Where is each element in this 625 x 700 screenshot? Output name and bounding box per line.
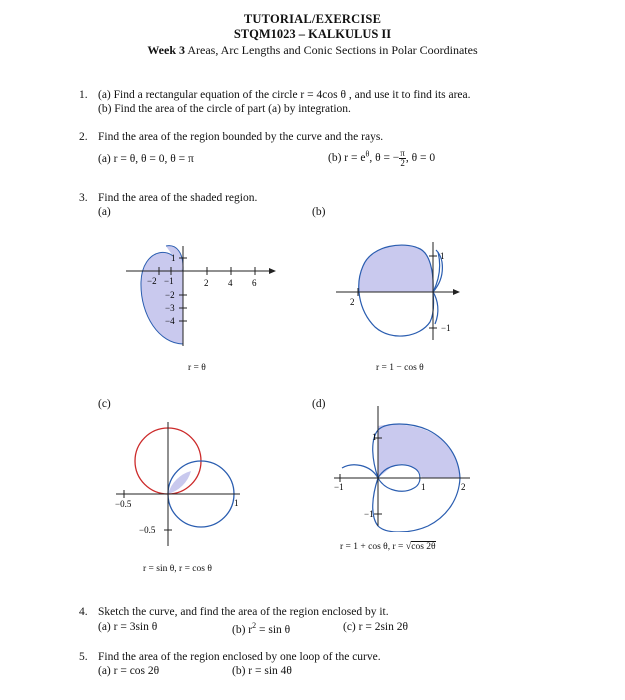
figure-a-tick-yn3: −3 [165,303,175,313]
figure-c-caption: r = sin θ, r = cos θ [143,564,212,574]
q4b-pre: (b) r [232,623,253,636]
figure-a-tick-x2: 2 [204,278,209,288]
week-heading [0,43,625,58]
figure-d-caption-radicand: cos 2θ [411,542,436,552]
figure-b-shaded-region [359,245,433,292]
figure-b-tick-bottom: −1 [441,323,451,333]
week-label: Week 3 [147,43,186,57]
q3-label-a: (a) [98,206,111,218]
figure-a-shaded-spiral [141,252,183,344]
q3-label-c: (c) [98,398,111,410]
q4-text: Sketch the curve, and find the area of the region enclosed by it. [98,606,389,618]
figure-c-tick-right: 1 [234,498,239,508]
q1-part-b: (b) Find the area of the circle of part (a) by integration. [98,103,351,115]
figure-a [120,240,285,360]
q4b-post: = sin θ [256,623,291,636]
figure-a-x-arrow [269,268,276,274]
figure-d-caption-pre: r = 1 + cos θ, r = [340,542,406,552]
figure-a-tick-xn1: −1 [164,276,174,286]
q2-part-a: (a) r = θ, θ = 0, θ = π [98,153,194,165]
figure-b-tick-left: 2 [350,297,355,307]
figure-b-caption: r = 1 − cos θ [376,363,424,373]
figure-c-tick-bottom: −0.5 [139,525,156,535]
figure-a-tick-x6: 6 [252,278,257,288]
q4b-sup: 2 [252,621,257,630]
q4-number: 4. [79,606,88,618]
q2b-sup: θ [365,149,370,159]
figure-d [330,402,475,532]
q1-number: 1. [79,89,88,101]
q1-part-a: (a) Find a rectangular equation of the circle r = 4cos θ , and use it to find its area. [98,89,471,101]
course-code: STQM1023 – KALKULUS II [233,27,392,41]
q3-label-b: (b) [312,206,326,218]
q5-part-b: (b) r = sin 4θ [232,665,292,677]
figure-c [110,418,250,553]
q5-text: Find the area of the region enclosed by one loop of the curve. [98,651,381,663]
header-title: TUTORIAL/EXERCISE [243,12,382,26]
q5-number: 5. [79,651,88,663]
q2b-post: , θ = 0 [405,152,436,165]
q2-part-b [328,149,435,168]
figure-a-tick-xn2: −2 [147,276,157,286]
q4-part-c: (c) r = 2sin 2θ [343,621,409,633]
q2b-den: 2 [400,158,405,168]
figure-a-tick-y1: 1 [171,253,176,263]
q2b-mid: , θ = − [369,152,400,165]
q4-part-b [232,621,290,636]
q2b-num: π [400,148,405,158]
figure-c-shaded-lens [168,471,191,494]
figure-d-shaded-region [378,425,460,478]
figure-a-tick-yn2: −2 [165,290,175,300]
q2-number: 2. [79,131,88,143]
q4-part-a: (a) r = 3sin θ [98,621,158,633]
q3-label-d: (d) [312,398,326,410]
q2-text: Find the area of the region bounded by the curve and the rays. [98,131,384,143]
q5-part-a: (a) r = cos 2θ [98,665,160,677]
figure-d-tick-top: 1 [372,432,377,442]
sqrt-symbol-icon: √ [405,541,412,552]
figure-b-x-arrow [453,289,460,295]
figure-b [330,232,470,367]
figure-d-caption [340,541,436,552]
figure-b-tick-top: 1 [440,251,445,261]
figure-d-tick-right: 2 [461,482,466,492]
figure-a-tick-x4: 4 [228,278,233,288]
figure-b-cardioid-cusp-top [433,252,440,292]
q2b-pre: (b) r = e [328,152,366,165]
figure-d-tick-bottom: −1 [364,509,374,519]
q3-text: Find the area of the shaded region. [98,192,258,204]
q3-number: 3. [79,192,88,204]
figure-a-tick-yn4: −4 [165,316,175,326]
figure-c-tick-left: −0.5 [115,499,132,509]
week-topic: Areas, Arc Lengths and Conic Sections in Polar Coordinates [187,43,478,57]
figure-a-caption: r = θ [188,363,206,373]
figure-d-tick-left: −1 [334,482,344,492]
figure-d-tick-mid: 1 [421,482,426,492]
